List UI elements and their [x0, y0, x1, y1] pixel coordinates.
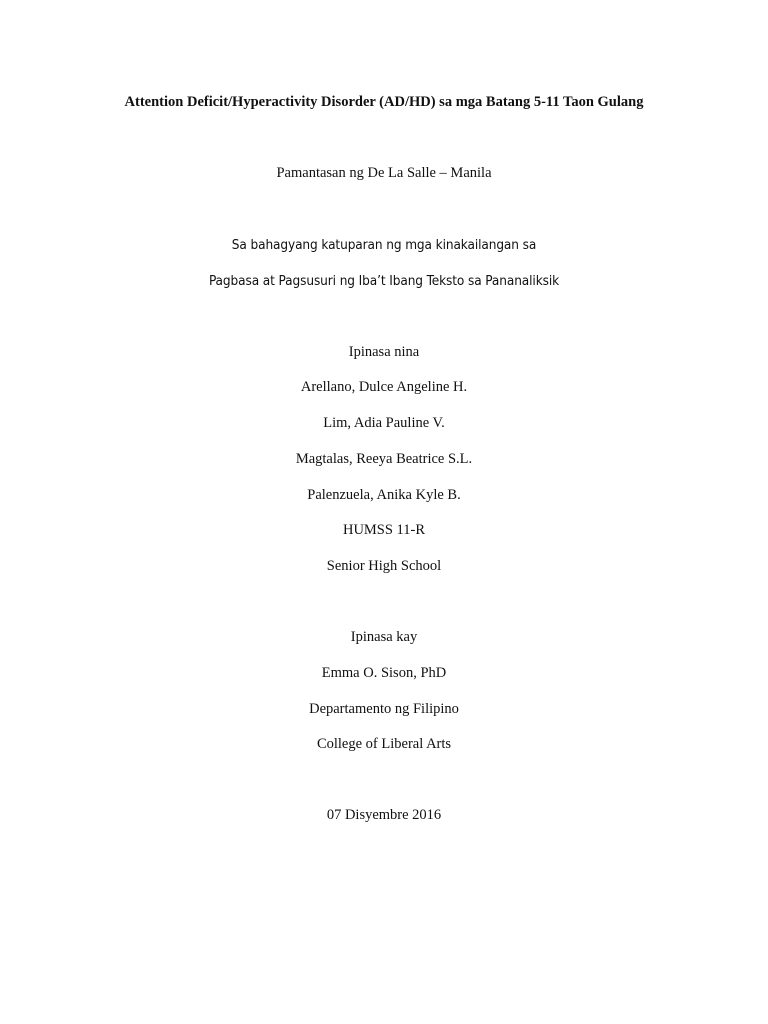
- section-label: HUMSS 11-R: [342, 522, 426, 538]
- submitted-to-label: Ipinasa kay: [350, 629, 418, 645]
- submission-date: 07 Disyembre 2016: [326, 807, 442, 823]
- document-title: Attention Deficit/Hyperactivity Disorder (AD/HD) sa mga Batang 5-11 Taon Gulang: [124, 94, 644, 110]
- author-name: Palenzuela, Anika Kyle B.: [307, 487, 461, 503]
- author-name: Magtalas, Reeya Beatrice S.L.: [295, 451, 473, 467]
- fulfillment-line-1: Sa bahagyang katuparan ng mga kinakailangan sa: [231, 237, 537, 253]
- adviser-name: Emma O. Sison, PhD: [321, 665, 447, 681]
- author-name: Lim, Adia Pauline V.: [323, 415, 445, 431]
- author-name: Arellano, Dulce Angeline H.: [300, 379, 468, 395]
- submitted-by-label: Ipinasa nina: [348, 344, 420, 360]
- department-name: Departamento ng Filipino: [309, 701, 459, 717]
- institution-name: Pamantasan ng De La Salle – Manila: [276, 165, 492, 181]
- fulfillment-line-2: Pagbasa at Pagsusuri ng Iba’t Ibang Teksto sa Pananaliksik: [208, 273, 560, 289]
- school-level: Senior High School: [326, 558, 442, 574]
- college-name: College of Liberal Arts: [316, 736, 452, 752]
